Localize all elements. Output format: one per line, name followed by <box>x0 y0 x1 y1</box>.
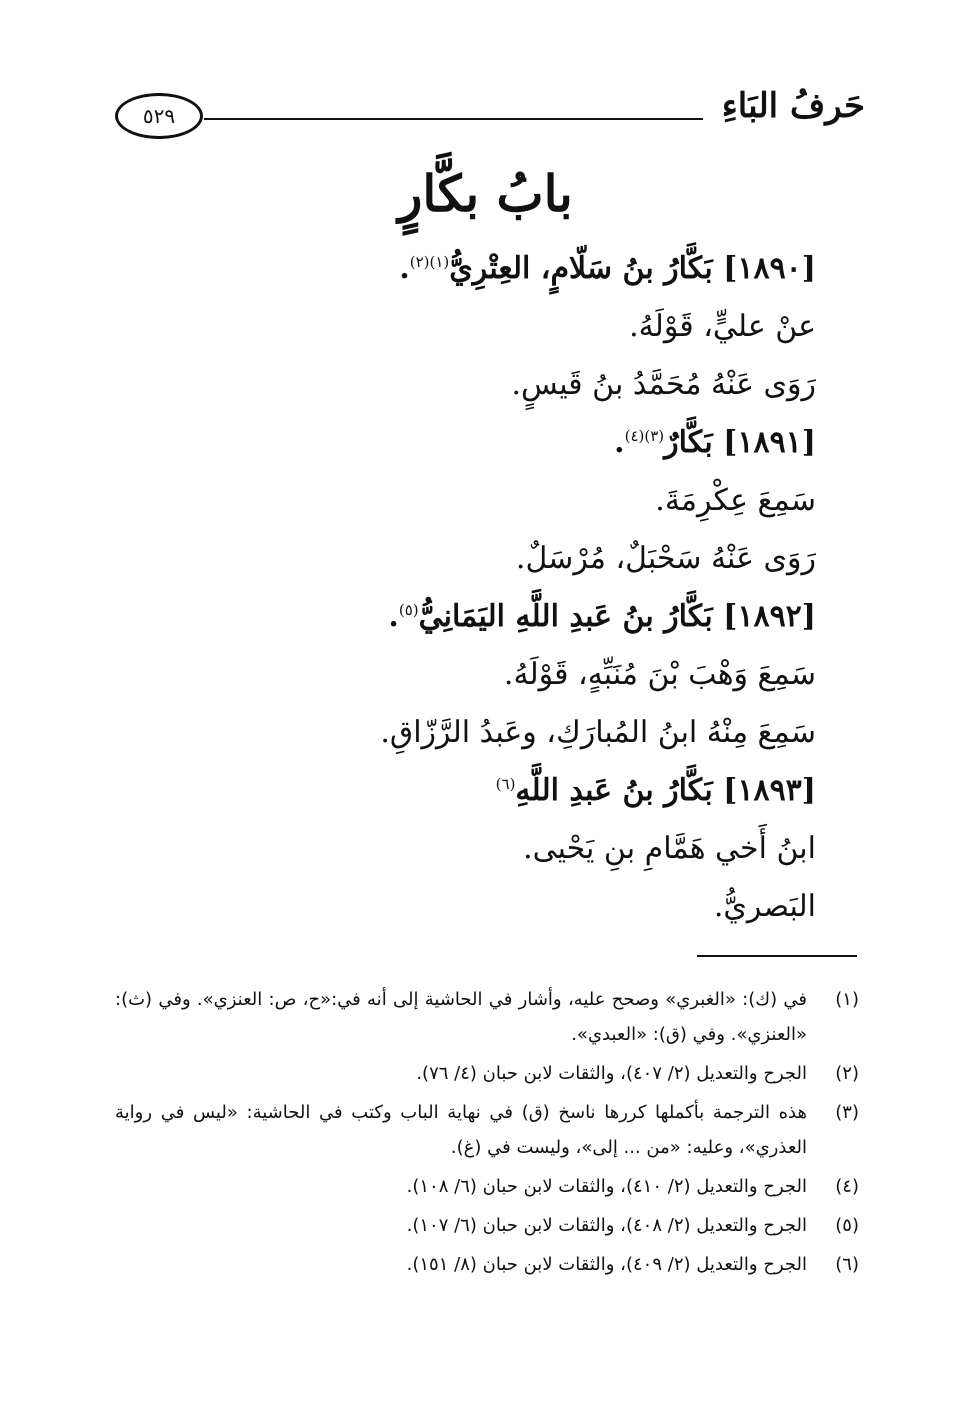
footnote-number: (٦) <box>835 1254 859 1275</box>
entry-number: [١٨٩٣] <box>723 773 816 808</box>
footnote-text: الجرح والتعديل (٢/ ٤١٠)، والثقات لابن حبان (٦/ ١٠٨). <box>406 1176 807 1197</box>
footnotes <box>115 982 859 1286</box>
footnote-ref: (٥) <box>398 601 419 619</box>
entry-name: بَكَّارُ بنُ سَلّامٍ، العِتْرِيُّ <box>449 251 713 286</box>
entry-number: [١٨٩٠] <box>723 251 816 286</box>
entry-heading <box>136 762 816 820</box>
entry-end: . <box>614 425 625 460</box>
footnote-text: الجرح والتعديل (٢/ ٤٠٩)، والثقات لابن حبان (٨/ ١٥١). <box>406 1254 807 1275</box>
footnote <box>115 1247 859 1282</box>
entry-heading <box>136 240 816 298</box>
entry-name: بَكَّارُ بنُ عَبدِ اللَّهِ اليَمَانِيُّ <box>418 599 713 634</box>
footnote-number: (٣) <box>835 1102 859 1123</box>
entry-number: [١٨٩٢] <box>723 599 816 634</box>
chapter-title: بابُ بكَّارٍ <box>398 164 573 223</box>
footnote-text: في (ك): «الغبري» وصحح عليه، وأشار في الحاشية إلى أنه في:«ح، ص: العنزي». وفي (ث): «العنزي». وفي (ق): «العبدي». <box>115 989 807 1045</box>
footnote-rule <box>697 955 857 957</box>
entry-line: البَصريُّ. <box>713 889 816 924</box>
footnote <box>115 982 859 1052</box>
footnote-ref: (٦) <box>495 775 516 793</box>
entry-heading <box>136 588 816 646</box>
running-header-title: حَرفُ البَاءِ <box>721 86 865 126</box>
footnote-number: (٥) <box>835 1215 859 1236</box>
footnote-text: الجرح والتعديل (٢/ ٤٠٨)، والثقات لابن حبان (٦/ ١٠٧). <box>406 1215 807 1236</box>
entry-line: سَمِعَ مِنْهُ ابنُ المُبارَكِ، وعَبدُ الرَّزّاقِ. <box>380 715 816 750</box>
page-number: ٥٢٩ <box>115 93 203 139</box>
entry-heading <box>136 414 816 472</box>
entries <box>136 240 816 936</box>
entry-number: [١٨٩١] <box>723 425 816 460</box>
entry-line: ابنُ أَخي هَمَّامِ بنِ يَحْيى. <box>523 831 816 866</box>
footnote <box>115 1095 859 1165</box>
footnote-number: (١) <box>835 989 859 1010</box>
entry-name: بَكَّارٌ <box>664 425 713 460</box>
footnote-ref: (١)(٢) <box>409 253 450 271</box>
footnote-ref: (٣)(٤) <box>624 427 665 445</box>
footnote-number: (٤) <box>835 1176 859 1197</box>
footnote-number: (٢) <box>835 1063 859 1084</box>
entry-line: عنْ عليٍّ، قَوْلَهُ. <box>629 309 816 344</box>
footnote <box>115 1208 859 1243</box>
footnote-text: هذه الترجمة بأكملها كررها ناسخ (ق) في نهاية الباب وكتب في الحاشية: «ليس في رواية العذري»، وعليه: «من ... إلى»، وليست في (غ). <box>115 1102 807 1158</box>
entry-name: بَكَّارُ بنُ عَبدِ اللَّهِ <box>515 773 713 808</box>
entry-line: سَمِعَ عِكْرِمَةَ. <box>655 483 816 518</box>
header-rule <box>204 118 703 120</box>
footnote-text: الجرح والتعديل (٢/ ٤٠٧)، والثقات لابن حبان (٤/ ٧٦). <box>416 1063 807 1084</box>
entry-end: . <box>399 251 410 286</box>
entry-line: رَوَى عَنْهُ سَحْبَلٌ، مُرْسَلٌ. <box>515 541 816 576</box>
entry-end: . <box>388 599 399 634</box>
footnote <box>115 1169 859 1204</box>
entry-line: سَمِعَ وَهْبَ بْنَ مُنَبِّهٍ، قَوْلَهُ. <box>503 657 816 692</box>
entry-line: رَوَى عَنْهُ مُحَمَّدُ بنُ قَيسٍ. <box>511 367 816 402</box>
footnote <box>115 1056 859 1091</box>
